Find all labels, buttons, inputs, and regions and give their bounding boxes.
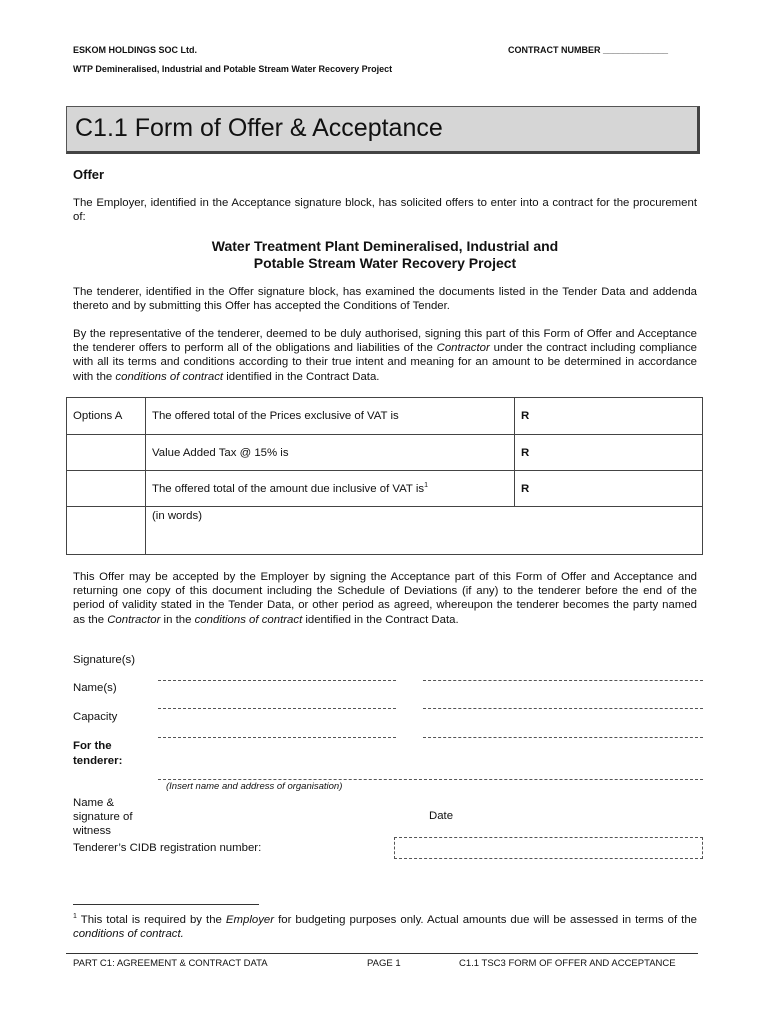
- para3-c: under the contract including compliance with all its terms and conditions according to their true intent and meaning for an amount to be determined in accordance with the: [73, 342, 697, 383]
- amount-field[interactable]: R: [515, 435, 703, 471]
- contract-number: CONTRACT NUMBER _____________: [508, 45, 669, 55]
- organisation-hint: (Insert name and address of organisation): [166, 781, 343, 792]
- options-table: [66, 397, 703, 555]
- footnote-employer: Employer: [225, 913, 275, 926]
- footnote-c: for budgeting purposes only. Actual amounts due will be assessed in terms of the: [274, 913, 697, 926]
- page-number: PAGE 1: [367, 958, 401, 969]
- witness-label: Name & signature of witness: [73, 797, 133, 837]
- empty-cell: [67, 471, 146, 507]
- table-row: [67, 398, 703, 435]
- paragraph-representative: [73, 327, 697, 384]
- signature-line-2[interactable]: [423, 680, 703, 681]
- for-tenderer-label: For the tenderer:: [73, 740, 123, 767]
- row-desc-text: The offered total of the amount due inclusive of VAT is: [152, 482, 425, 495]
- signatures-label: Signature(s): [73, 654, 136, 666]
- project-title: [73, 238, 697, 272]
- table-row: [67, 435, 703, 471]
- date-label: Date: [429, 810, 454, 822]
- para4-conditions: conditions of contract: [194, 613, 303, 626]
- empty-cell: [67, 435, 146, 471]
- signature-line-1[interactable]: [158, 680, 396, 681]
- para4-contractor: Contractor: [107, 613, 161, 626]
- footnote: [73, 910, 697, 941]
- title-box: [66, 106, 700, 154]
- capacity-label: Capacity: [73, 711, 118, 723]
- offer-heading: Offer: [73, 167, 105, 182]
- names-label: Name(s): [73, 682, 117, 694]
- para4-c: in the: [160, 613, 195, 626]
- footer-divider: [66, 953, 698, 954]
- row-desc: Value Added Tax @ 15% is: [146, 435, 515, 471]
- empty-cell: [67, 507, 146, 555]
- row-desc: The offered total of the Prices exclusive of VAT is: [146, 398, 515, 435]
- table-row: [67, 507, 703, 555]
- row-desc: [146, 471, 515, 507]
- footnote-conditions: conditions of contract.: [73, 928, 184, 940]
- para3-conditions: conditions of contract: [115, 370, 224, 383]
- company-name: ESKOM HOLDINGS SOC Ltd.: [73, 45, 198, 55]
- organisation-line[interactable]: [158, 779, 703, 780]
- page-title: C1.1 Form of Offer & Acceptance: [75, 114, 443, 142]
- option-label: Options A: [67, 398, 146, 435]
- cidb-label: Tenderer’s CIDB registration number:: [73, 842, 262, 854]
- footnote-divider: [73, 904, 259, 905]
- footnote-a: This total is required by the: [76, 913, 226, 926]
- footnote-mark: 1: [73, 913, 77, 920]
- amount-field[interactable]: R: [515, 398, 703, 435]
- para3-a: By the representative of the tenderer, deemed to be duly authorised, signing this part of this Form of Offer and Acceptance the tenderer offers to perform all of the obligations and liabilities of the: [73, 328, 697, 355]
- footnote-ref: 1: [424, 482, 428, 490]
- footer-left: PART C1: AGREEMENT & CONTRACT DATA: [73, 958, 268, 969]
- para3-contractor: Contractor: [436, 342, 490, 355]
- para3-e: identified in the Contract Data.: [223, 370, 380, 383]
- project-title-line2: Potable Stream Water Recovery Project: [253, 255, 517, 271]
- amount-field[interactable]: R: [515, 471, 703, 507]
- project-name: WTP Demineralised, Industrial and Potable Stream Water Recovery Project: [73, 64, 393, 74]
- capacity-line-1[interactable]: [158, 737, 396, 738]
- paragraph-examined: The tenderer, identified in the Offer signature block, has examined the documents listed in the Tender Data and addenda thereto and by submitting this Offer has accepted the Conditions of Tender.: [73, 286, 697, 313]
- cidb-input[interactable]: [394, 837, 703, 859]
- para4-a: This Offer may be accepted by the Employer by signing the Acceptance part of this Form of Offer and Acceptance and returning one copy of this document including the Schedule of Deviations (if any) to the tenderer before the end of the period of validity stated in the Tender Data, or other period as agreed, whereupon the tenderer becomes the party named as the: [73, 571, 697, 626]
- name-line-1[interactable]: [158, 708, 396, 709]
- paragraph-acceptance: [73, 570, 697, 627]
- amount-in-words-field[interactable]: (in words): [146, 507, 703, 555]
- name-line-2[interactable]: [423, 708, 703, 709]
- para4-e: identified in the Contract Data.: [302, 613, 459, 626]
- project-title-line1: Water Treatment Plant Demineralised, Industrial and: [211, 238, 559, 254]
- capacity-line-2[interactable]: [423, 737, 703, 738]
- footer-right: C1.1 TSC3 FORM OF OFFER AND ACCEPTANCE: [459, 958, 676, 969]
- table-row: [67, 471, 703, 507]
- paragraph-solicited: The Employer, identified in the Acceptance signature block, has solicited offers to enter into a contract for the procurement of:: [73, 197, 697, 224]
